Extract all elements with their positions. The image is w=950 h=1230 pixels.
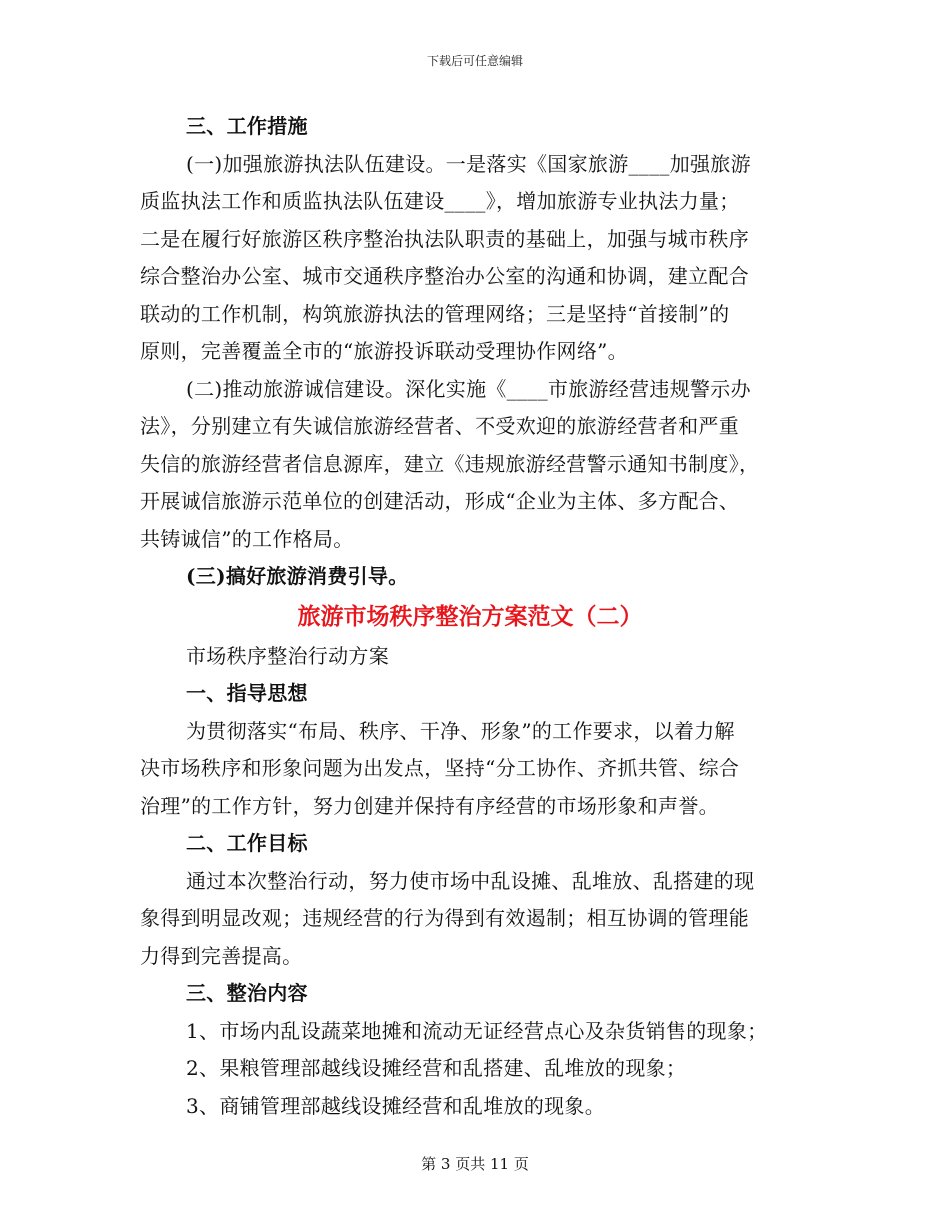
page-header: 下载后可任意编辑: [426, 54, 523, 68]
section-heading: 三、工作措施: [186, 114, 308, 138]
section-heading: 二、工作目标: [186, 831, 308, 855]
paragraph-line: 原则，完善覆盖全市的“旅游投诉联动受理协作网络”。: [140, 339, 628, 363]
paragraph-line: (一)加强旅游执法队伍建设。一是落实《国家旅游____加强旅游: [186, 151, 751, 176]
document-title: 旅游市场秩序整治方案范文（二）: [297, 602, 643, 630]
paragraph-line: 法》，分别建立有失诚信旅游经营者、不受欢迎的旅游经营者和严重: [140, 414, 739, 438]
paragraph-line: 二是在履行好旅游区秩序整治执法队职责的基础上，加强与城市秩序: [140, 226, 749, 251]
paragraph-line: 力得到完善提高。: [140, 943, 303, 968]
paragraph-line: 决市场秩序和形象问题为出发点，坚持“分工协作、齐抓共管、综合: [140, 756, 740, 780]
paragraph-line: 综合整治办公室、城市交通秩序整治办公室的沟通和协调，建立配合: [140, 264, 749, 288]
paragraph-line: (二)推动旅游诚信建设。深化实施《____市旅游经营违规警示办: [186, 376, 751, 401]
section-heading: 三、整治内容: [186, 981, 308, 1005]
section-heading: (三)搞好旅游消费引导。: [186, 564, 409, 588]
paragraph-line: 共铸诚信”的工作格局。: [140, 526, 354, 551]
paragraph-line: 联动的工作机制，构筑旅游执法的管理网络；三是坚持“首接制”的: [140, 301, 730, 326]
paragraph-line: 质监执法工作和质监执法队伍建设____》，增加旅游专业执法力量；: [140, 189, 740, 213]
paragraph-line: 治理”的工作方针，努力创建并保持有序经营的市场形象和声誉。: [140, 793, 719, 818]
paragraph-line: 市场秩序整治行动方案: [186, 643, 389, 668]
section-before-title: [140, 108, 810, 596]
page-footer: 第 3 页共 11 页: [421, 1155, 529, 1173]
section-heading: 一、指导思想: [186, 681, 308, 705]
document-body: [140, 108, 810, 1125]
paragraph-line: 为贯彻落实“布局、秩序、干净、形象”的工作要求，以着力解: [186, 718, 735, 743]
paragraph-line: 通过本次整治行动，努力使市场中乱设摊、乱堆放、乱搭建的现: [186, 868, 755, 893]
paragraph-line: 失信的旅游经营者信息源库，建立《违规旅游经营警示通知书制度》，: [140, 451, 760, 476]
paragraph-line: 象得到明显改观；违规经营的行为得到有效遏制；相互协调的管理能: [140, 906, 749, 930]
paragraph-line: 3、商铺管理部越线设摊经营和乱堆放的现象。: [186, 1093, 606, 1118]
paragraph-line: 2、果粮管理部越线设摊经营和乱搭建、乱堆放的现象；: [186, 1056, 687, 1080]
paragraph-line: 1、市场内乱设蔬菜地摊和流动无证经营点心及杂货销售的现象；: [186, 1018, 768, 1043]
paragraph-line: 开展诚信旅游示范单位的创建活动，形成“企业为主体、多方配合、: [140, 489, 740, 513]
section-after-title: [140, 638, 810, 1126]
